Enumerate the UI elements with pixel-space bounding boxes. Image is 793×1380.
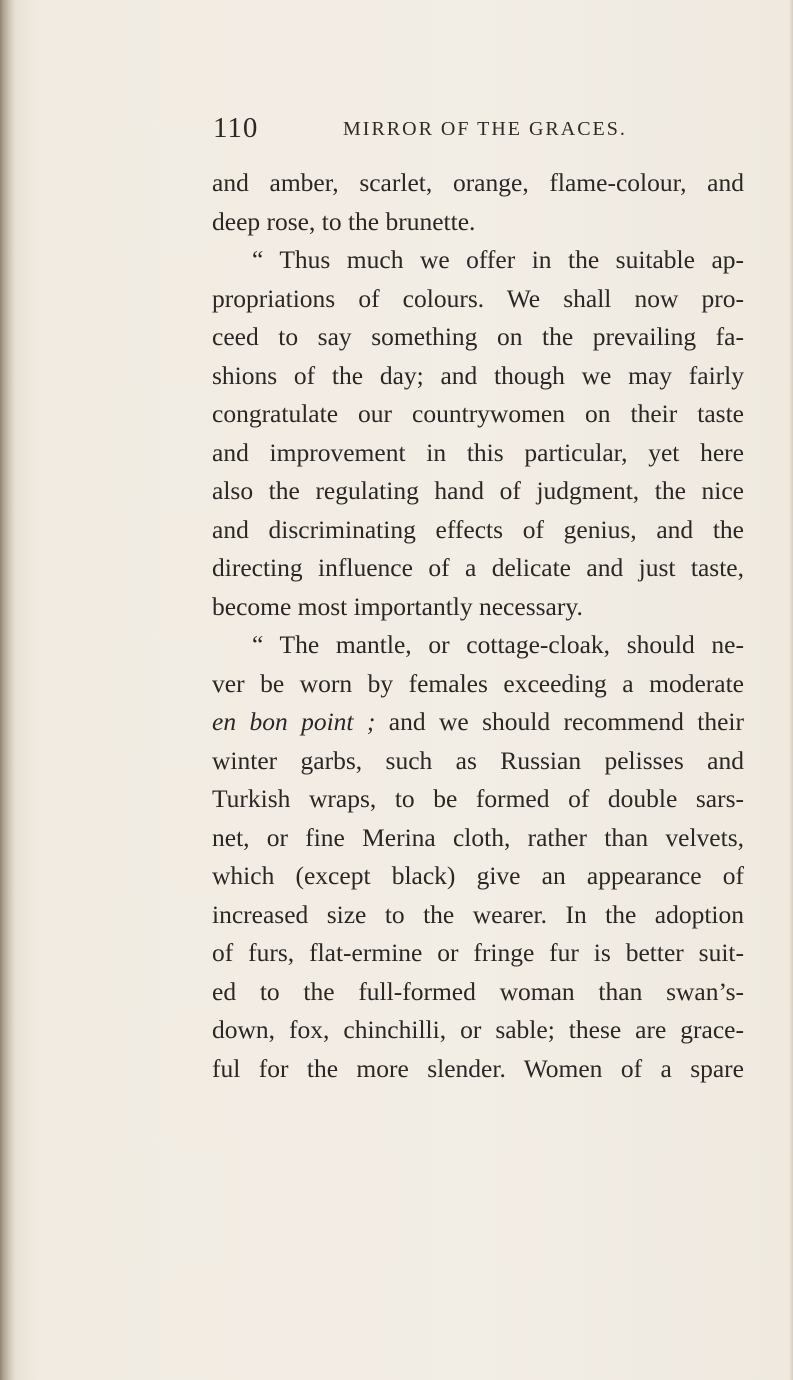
text-line: become most importantly necessary. (212, 591, 583, 621)
text-line: also the regulating hand of judgment, the nice (212, 476, 744, 505)
text-line: deep rose, to the brunette. (212, 206, 476, 236)
text-line: ceed to say something on the prevailing fa- (212, 322, 744, 351)
text-line: increased size to the wearer. In the adoption (212, 899, 744, 929)
text-line: ed to the full-formed woman than swan’s- (212, 976, 744, 1006)
text-line: ful for the more slender. Women of a spare (212, 1053, 744, 1083)
page-number: 110 (213, 112, 259, 144)
text-line: ver be worn by females exceeding a moderate (212, 668, 744, 698)
body-text (212, 164, 744, 1088)
text-line: “ Thus much we offer in the suitable ap- (252, 245, 744, 274)
text-line: and discriminating effects of genius, and the (212, 514, 744, 544)
text-line: and amber, scarlet, orange, flame-colour, and (212, 168, 744, 197)
page-edge (789, 0, 793, 1380)
text-line: net, or fine Merina cloth, rather than velvets, (212, 822, 744, 852)
text-line-mixed (212, 703, 744, 742)
text-line: shions of the day; and though we may fairly (212, 360, 744, 390)
binding-gutter (0, 0, 14, 1380)
text-line: propriations of colours. We shall now pro- (212, 283, 744, 313)
text-line: winter garbs, such as Russian pelisses and (212, 745, 744, 775)
text-line: directing influence of a delicate and just taste, (212, 553, 744, 582)
text-line: “ The mantle, or cottage-cloak, should ne- (252, 630, 744, 659)
text-line: which (except black) give an appearance of (212, 861, 744, 890)
text-line: congratulate our countrywomen on their taste (212, 399, 744, 428)
italic-phrase: en bon point ; (212, 707, 376, 736)
text-line: Turkish wraps, to be formed of double sars- (212, 784, 744, 813)
text-line: of furs, flat-ermine or fringe fur is better suit- (212, 938, 744, 967)
page-header (213, 112, 753, 152)
text-line: and improvement in this particular, yet here (212, 437, 744, 467)
running-head: MIRROR OF THE GRACES. (343, 118, 627, 140)
text-line: down, fox, chinchilli, or sable; these are grace- (212, 1015, 744, 1044)
text-line-rest: and we should recommend their (388, 707, 745, 736)
